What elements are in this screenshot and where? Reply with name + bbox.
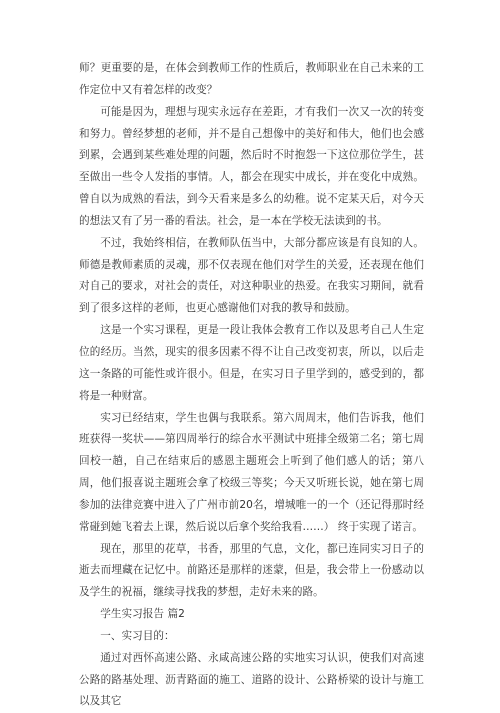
section-heading-purpose: 一、实习目的： [100,629,175,642]
paragraph-continuation: 师？更重要的是，在体会到教师工作的性质后，教师职业在自己未来的工作定位中又有着怎样的改变？ [79,62,424,96]
section-title-report-2: 学生实习报告 篇2 [100,608,185,621]
paragraph-teacher-ethics: 不过，我始终相信，在教师队伍当中，大部分都应该是有良知的人。师德是教师素质的灵魂，那不仅表现在他们对学生的关爱，还表现在他们对自己的要求，对社会的责任，对这种职业的热爱。在我实习期间，就看到了很多这样的老师，也更心感谢他们对我的教导和鼓励。 [79,236,424,315]
document-body [79,58,424,713]
paragraph-memories: 现在，那里的花草，书香，那里的气息，文化，都已连同实习日子的逝去而埋藏在记忆中。前路还是那样的迷蒙，但是，我会带上一份感动以及学生的祝福，继续寻找我的梦想，走好未来的路。 [79,542,424,599]
paragraph-purpose-body: 通过对西怀高速公路、永咸高速公路的实地实习认识，使我们对高速公路的路基处理、沥青路面的施工、道路的设计、公路桥梁的设计与施工以及其它 [79,651,424,708]
paragraph-ideal-vs-reality: 可能是因为，理想与现实永远存在差距，才有我们一次又一次的转变和努力。曾经梦想的老师，并不是自己想像中的美好和伟大，他们也会感到累，会遇到某些难处理的问题，然后时不时抱怨一下这位那位学生，甚至做出一些令人发指的事情。人，都会在现实中成长，并在变化中成熟。曾自以为成熟的看法，到今天看来是多么的幼稚。说不定某天后，对今天的想法又有了另一番的看法。社会，是一本在学校无法读到的书。 [79,105,424,227]
paragraph-internship-course: 这是一个实习课程，更是一段让我体会教育工作以及思考自己人生定位的经历。当然，现实的很多因素不得不让自己改变初衷，所以，以后走这一条路的可能性或许很小。但是，在实习日子里学到的，感受到的，都将是一种财富。 [79,324,424,402]
paragraph-internship-ended: 实习已经结束，学生也偶与我联系。第六周周末，他们告诉我，他们班获得一奖状——第四周举行的综合水平测试中班排全级第二名；第七周回校一趟，自己在结束后的感恩主题班会上听到了他们感人的话；第八周，他们报喜说主题班会拿了校级三等奖；今天又听班长说，她在第七周参加的法律竞赛中进入了广州市前20名，增城唯一的一个（还记得那时经常碰到她飞着去上课，然后说以后拿个奖给我看……） 终于实现了诺言。 [79,411,424,533]
